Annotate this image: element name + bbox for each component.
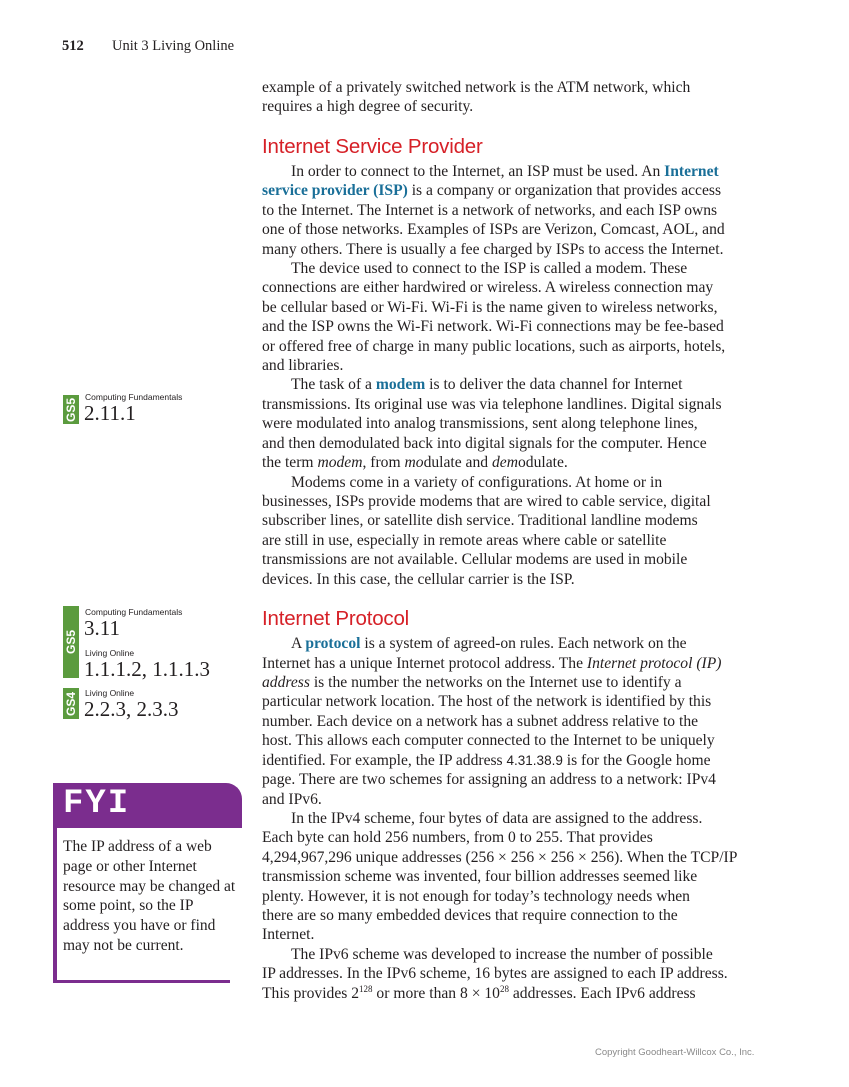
text-segment: connections are either hardwired or wireless. A wireless connection may (262, 279, 714, 297)
text-line (262, 550, 772, 569)
text-segment: The device used to connect to the ISP is called a modem. These (291, 259, 688, 277)
text-line (262, 317, 772, 336)
text-segment: devices. In this case, the cellular carrier is the ISP. (262, 570, 575, 588)
text-line (262, 78, 772, 97)
text-line (262, 337, 772, 356)
text-segment: is a company or organization that provides access (407, 182, 722, 200)
text-line (262, 473, 772, 492)
text-segment: Each byte can hold 256 numbers, from 0 to 255. That provides (262, 829, 653, 847)
paragraph (262, 259, 772, 376)
paragraph (262, 375, 772, 472)
text-segment: or more than 8 × 10 (372, 984, 500, 1002)
text-segment: transmission scheme was invented, four billion addresses seemed like (262, 868, 698, 886)
text-segment: transmissions are not available. Cellular modems are used in mobile (262, 551, 688, 569)
text-segment: plenty. However, it is not enough for today’s technology needs when (262, 887, 690, 905)
paragraph (262, 634, 772, 809)
text-line (262, 751, 772, 770)
text-line (262, 414, 772, 433)
gs4-badge (63, 688, 79, 719)
superscript: 128 (359, 983, 373, 994)
text-segment: subscriber lines, or satellite dish service. Traditional landline modems (262, 512, 698, 530)
text-segment: transmissions. Its original use was via telephone landlines. Digital signals (262, 395, 722, 413)
text-segment: and then demodulated back into digital signals for the computer. Hence (262, 434, 707, 452)
gs5-badge (63, 395, 79, 424)
paragraph (262, 809, 772, 945)
italic-text: dem (491, 454, 518, 472)
text-line (262, 162, 772, 181)
text-line (262, 984, 772, 1003)
text-segment: identified. For example, the IP address (262, 751, 507, 769)
text-line (262, 848, 772, 867)
standard-value: 3.11 (84, 616, 120, 640)
fyi-box (53, 783, 242, 984)
paragraph (262, 945, 772, 1003)
text-line (262, 375, 772, 394)
copyright: Copyright Goodheart-Willcox Co., Inc. (595, 1047, 755, 1058)
text-line (262, 790, 772, 809)
text-line (262, 945, 772, 964)
text-segment: were modulated into analog transmissions, sent along telephone lines, (262, 415, 698, 433)
key-term: Internet (664, 162, 719, 180)
text-line (262, 673, 772, 692)
text-line (262, 712, 772, 731)
key-term: protocol (305, 635, 361, 653)
text-line (262, 692, 772, 711)
text-segment: Modems come in a variety of configurations. At home or in (291, 473, 663, 491)
text-line (262, 731, 772, 750)
text-segment: is to deliver the data channel for Internet (425, 376, 683, 394)
text-segment: and the ISP owns the Wi-Fi network. Wi-Fi connections may be fee-based (262, 318, 724, 336)
text-segment: particular network location. The host of the network is identified by this (262, 693, 712, 711)
text-line (262, 259, 772, 278)
key-term: modem (375, 376, 426, 394)
text-segment: and libraries. (262, 357, 344, 375)
text-segment: is a system of agreed-on rules. Each network on the (360, 635, 687, 653)
badge-label: GS5 (64, 397, 78, 422)
text-segment: are still in use, especially in remote areas where cable or satellite (262, 531, 667, 549)
text-line (262, 278, 772, 297)
text-segment: 4,294,967,296 unique addresses (256 × 256 × 256 × 256). When the TCP/IP (262, 848, 738, 866)
text-line (262, 570, 772, 589)
text-segment: number. Each device on a network has a subnet address relative to the (262, 712, 699, 730)
text-segment: to the Internet. The Internet is a network of networks, and each ISP owns (262, 201, 718, 219)
fyi-border (53, 980, 230, 983)
superscript: 28 (499, 983, 509, 994)
text-line (262, 181, 772, 200)
text-segment: The task of a (291, 376, 376, 394)
text-segment: one of those networks. Examples of ISPs are Verizon, Comcast, AOL, and (262, 221, 725, 239)
text-line (262, 453, 772, 472)
text-line (262, 220, 772, 239)
text-segment: IP addresses. In the IPv6 scheme, 16 bytes are assigned to each IP address. (262, 965, 728, 983)
text-line (262, 97, 772, 116)
standard-label: Computing Fundamentals (85, 392, 183, 402)
text-segment: addresses. Each IPv6 address (508, 984, 696, 1002)
fyi-border (53, 828, 57, 983)
text-segment: 4.31.38.9 (506, 752, 563, 768)
text-segment: be cellular based or Wi-Fi. Wi-Fi is the name given to wireless networks, (262, 298, 718, 316)
text-segment: and IPv6. (262, 790, 322, 808)
text-segment: odulate. (517, 454, 568, 472)
text-line (262, 867, 772, 886)
text-line (262, 906, 772, 925)
text-segment: or offered free of charge in many public locations, such as airports, hotels, (262, 337, 726, 355)
text-line (262, 434, 772, 453)
text-line (262, 654, 772, 673)
fyi-text: The IP address of a web page or other Internet resource may be changed at some point, so the IP address you have or find may not be current. (63, 838, 236, 954)
text-segment: businesses, ISPs provide modems that are wired to cable service, digital (262, 493, 711, 511)
text-line (262, 964, 772, 983)
text-line (262, 809, 772, 828)
text-segment: host. This allows each computer connected to the Internet to be uniquely (262, 732, 715, 750)
standard-label: Living Online (85, 648, 135, 658)
standard-label: Living Online (85, 688, 135, 698)
standard-value: 2.11.1 (84, 401, 136, 425)
text-line (262, 298, 772, 317)
text-segment: page. There are two schemes for assigning an address to a network: IPv4 (262, 771, 716, 789)
italic-text: address (262, 673, 310, 691)
text-line (262, 492, 772, 511)
text-segment: In the IPv4 scheme, four bytes of data are assigned to the address. (291, 809, 703, 827)
text-segment: The IPv6 scheme was developed to increase the number of possible (291, 945, 713, 963)
text-line (262, 828, 772, 847)
paragraph (262, 473, 772, 590)
text-line (262, 634, 772, 653)
text-segment: requires a high degree of security. (262, 98, 474, 116)
text-line (262, 356, 772, 375)
text-segment: example of a privately switched network is the ATM network, which (262, 79, 691, 96)
standard-label: Computing Fundamentals (85, 607, 183, 617)
page-number: 512 (62, 38, 84, 54)
fyi-header (53, 783, 242, 828)
text-line (262, 201, 772, 220)
main-text-column (262, 78, 772, 1003)
paragraph (262, 162, 772, 259)
text-segment: is for the Google home (562, 751, 711, 769)
italic-text: mo (404, 454, 424, 472)
fyi-title: FYI (63, 785, 131, 823)
text-segment: Internet. (262, 926, 315, 944)
text-segment: This provides 2 (262, 984, 360, 1002)
text-line (262, 887, 772, 906)
standard-value: 1.1.1.2, 1.1.1.3 (84, 657, 210, 681)
text-segment: many others. There is usually a fee charged by ISPs to access the Internet. (262, 240, 724, 258)
badge-label: GS4 (64, 691, 78, 716)
text-line (262, 511, 772, 530)
paragraph (262, 78, 772, 117)
unit-title: Unit 3 Living Online (112, 38, 235, 54)
text-line (262, 240, 772, 259)
standard-value: 2.2.3, 2.3.3 (84, 697, 179, 721)
italic-text: Internet protocol (IP) (586, 654, 722, 672)
text-segment: there are so many embedded devices that require connection to the (262, 907, 678, 925)
text-segment: is the number the networks on the Internet use to identify a (309, 673, 682, 691)
text-segment: Internet has a unique Internet protocol address. The (262, 654, 587, 672)
text-segment: the term (262, 454, 318, 472)
text-segment: A (291, 635, 306, 653)
section-heading: Internet Service Provider (262, 134, 483, 158)
text-segment: dulate and (423, 454, 492, 472)
italic-text: modem (317, 454, 363, 472)
key-term: service provider (ISP) (262, 182, 408, 200)
text-line (262, 770, 772, 789)
text-segment: , from (362, 454, 405, 472)
text-line (262, 395, 772, 414)
text-line (262, 925, 772, 944)
section-heading: Internet Protocol (262, 607, 410, 631)
gs5-badge (63, 606, 79, 678)
text-segment: In order to connect to the Internet, an ISP must be used. An (291, 162, 665, 180)
text-line (262, 531, 772, 550)
badge-label: GS5 (64, 629, 78, 655)
